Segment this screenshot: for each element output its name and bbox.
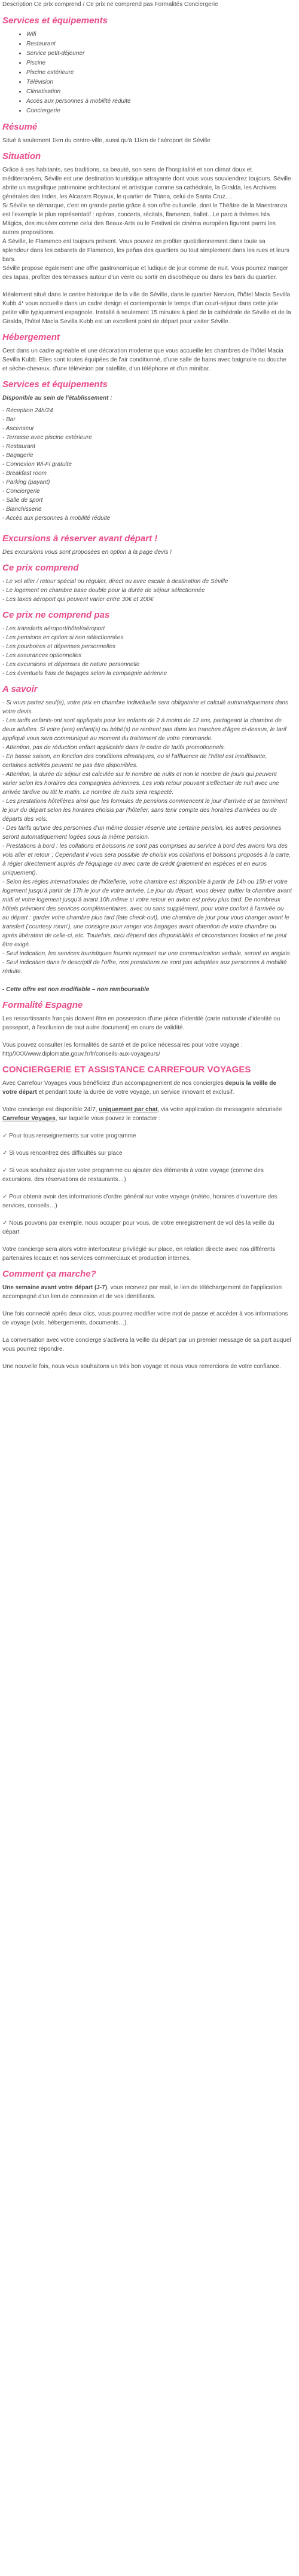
conciergerie-title: CONCIERGERIE ET ASSISTANCE CARREFOUR VOYAGES [2,1065,251,1075]
hebergement-title: Hébergement [2,332,60,342]
list-item: • Conciergerie [26,106,292,116]
list-item: - Blanchisserie [2,506,42,513]
formalite-p1: Les ressortissants français doivent être en possession d'une pièce d'identité (carte nationale d'identité ou passeport, à l'exclusion de tout autre document) en cours de validité. [2,1016,280,1031]
prix-ne-comprend-title: Ce prix ne comprend pas [2,610,110,620]
situation-title: Situation [2,151,41,161]
resume-text: Situé à seulement 1km du centre-ville, aussi qu'à 11km de l'aéroport de Séville [2,137,210,144]
conciergerie-item: ✓ Si vous souhaitez ajuster votre programme ou ajouter des éléments à votre voyage (comme des excursions, des réservations de restaurants…) [2,1167,264,1183]
asavoir-line: - En basse saison, en fonction des conditions climatiques, ou si l'affluence de l'hôtel est insuffisante, certaines activités peuvent ne pas être disponibles. [2,753,267,769]
services2-subtitle: Disponible au sein de l'établissement : [2,395,112,401]
list-item: - Breakfast room [2,470,47,477]
situation-p2: Si Séville se démarque, c'est en grande partie grâce à son offre culturelle, dont le Théâtre de la Maestranza est l'exemple le plus représentatif : opéras, concerts, récitals, flamenco, ballet...Le parc à thèmes Isla Mágica, des musées comme celui des Beaux-Arts ou le Festival de cinéma européen figurent parmi les autres propositions. [2,203,288,236]
list-item: - Accès aux personnes à mobilité réduite [2,515,111,522]
list-item: - Conciergerie [2,488,40,495]
text-span: uniquement par chat [99,1106,158,1113]
text-span: , vous recevrez par mail, le lien de téléchargement de l'application accompagné d'un lien de connexion et de vos identifiants. [2,1284,282,1300]
list-item: - Le vol aller / retour spécial ou régulier, direct ou avec escale à destination de Séville [2,578,228,585]
conciergerie-item: ✓ Pour obtenir avoir des informations d'ordre général sur votre voyage (météo, horaires d'ouverture des services, conseils…) [2,1194,277,1209]
excursions-text: Des excursions vous sont proposées en option à la page devis ! [2,549,172,556]
conciergerie-p1 [2,1079,292,1097]
list-item: - Parking (payant) [2,479,50,486]
list-item: • Accès aux personnes à mobilité réduite [26,97,292,106]
comment-p2: Une fois connecté après deux clics, vous pourrez modifier votre mot de passe et accéder à vos informations de voyage (vols, hébergements, documents…). [2,1311,288,1326]
list-item: • Télévision [26,78,292,87]
text-span: Une semaine avant votre départ (J-7) [2,1284,108,1291]
comment-p3: La conversation avec votre concierge s'activera la veille du départ par un premier message de sa part auquel vous pourrez répondre. [2,1337,291,1353]
list-item: • Wifi [26,30,292,39]
asavoir-line: - Cette offre est non modifiable – non remboursable [2,986,150,993]
text-span: Carrefour Voyages [2,1115,56,1122]
asavoir-title: A savoir [2,684,38,694]
situation-p5: Idéalement situé dans le centre historique de la ville de Séville, dans le quartier Nervion, l'hôtel Macía Sevilla Kubb 4* vous accueille dans un cadre design et contemporain le temps d'un court-séjour dans cette jolie petite ville typiquement espagnole. Installé à seulement 15 minutes à pied de la cathédrale de Séville et de la Giralda, l'hôtel Macía Sevilla Kubb est un excellent point de départ pour visiter Séville. [2,292,291,325]
comment-title: Comment ça marche? [2,1269,96,1279]
excursions-title: Excursions à réserver avant départ ! [2,533,158,544]
list-item: - Ascenseur [2,425,34,432]
hebergement-text: Cest dans un cadre agréable et une décoration moderne que vous accueille les chambres de l'hôtel Macia Sevilla Kubb. Elles sont toutes équipées de l'air conditionné, d'une salle de bains avec baignoire ou douche et sèche-cheveux, d'une télévision par satellite, d'un téléphone et d'un minibar. [2,348,286,372]
resume-title: Résumé [2,122,38,132]
text-span: et pendant toute la durée de votre voyage, un service innovant et exclusif. [36,1089,234,1096]
comment-p1 [2,1283,292,1301]
list-item: • Restaurant [26,39,292,49]
services2-list [2,406,292,523]
list-item: - Terrasse avec piscine extérieure [2,434,92,441]
asavoir-line: - Attention, la durée du séjour est calculée sur le nombre de nuits et non le nombre de jours qui peuvent varier selon les horaires des compagnies aériennes. Les vols retour pouvant s'effectuer de nuit avec une arrivée tardive ou tôt le matin. Le nombre de nuits sera respecté. [2,771,279,796]
services-title: Services et équipements [2,16,108,26]
list-item: - Bagagerie [2,452,33,459]
list-item: - Connexion Wi-Fi gratuite [2,461,72,468]
list-item: - Les pensions en option si non sélectionnées [2,634,124,641]
list-item: - Les transferts aéroport/hôtel/aéroport [2,625,105,632]
conciergerie-p3: Votre concierge sera alors votre interlocuteur privilégié sur place, en relation directe avec nos différents partenaires locaux et nos services commerciaux et production internes. [2,1246,276,1262]
prix-comprend-title: Ce prix comprend [2,563,79,573]
situation-p3: À Séville, le Flamenco est toujours présent. Vous pouvez en profiter quotidiennement dans toute sa splendeur dans les cabarets de Flamenco, les peñas des quartiers ou tout simplement dans les rues et leurs bars. [2,238,289,263]
list-item: • Climatisation [26,87,292,97]
asavoir-line: - Des tarifs qu'une des personnes d'un même dossier réserve une certaine pension, les autres personnes seront automatiquement logées sous la même pension. [2,825,282,841]
asavoir-line: - Prestations à bord : les collations et boissons ne sont pas comprises au service à bord des avions lors des vols aller et retour ; Cependant il vous sera possible de choisir vos collations et boissons proposés à la carte, à régler directement auprès de l'équipage ou avec carte de crédit (paiement en espèces et en euros uniquement). [2,843,291,876]
asavoir-line: - Selon les règles internationales de l'hôtellerie, votre chambre est disponible à partir de 14h ou 15h et votre logement jusqu'à partir de 17h le jour de votre arrivée. Le jour du départ, vous devez quitter la chambre avant midi et votre logement jusqu'à avant 10h même si votre retour en avion est prévu plus tard. De nombreux hôtels prévoient des services complémentaires, avec ou sans supplément, pour votre confort à l'arrivée ou au départ : garder votre chambre plus tard (late check-out), une chambre de jour pour vous changer avant le transfert ('courtesy room'), une consigne pour ranger vos bagages avant obtention de votre chambre ou après libération de celle-ci, etc. Toutefois, ceci dépend des disponibilités et circonstances locales et ne peut être exigé. [2,879,292,948]
conciergerie-item: ✓ Pour tous renseignements sur votre programme [2,1133,136,1139]
asavoir-line: - Attention, pas de réduction enfant applicable dans le cadre de tarifs promotionnels. [2,744,225,751]
list-item: • Piscine [26,59,292,68]
situation-p4: Séville propose également une offre gastronomique et ludique de jour comme de nuit. Vous pourrez manger des tapas, profiter des terrasses autour d'un verre ou sortir en discothèque ou dans les bars du quartier. [2,265,288,281]
list-item: - Les assurances optionnelles [2,652,82,659]
list-item: - Réception 24h/24 [2,407,53,414]
text-span: , sur laquelle vous pouvez le contacter : [55,1115,161,1122]
conciergerie-item: ✓ Nous pouvons par exemple, nous occuper pour vous, de votre enregistrement de vol dès la veille du départ [2,1220,274,1235]
formalite-p2: Vous pouvez consulter les formalités de santé et de police nécessaires pour votre voyage : http/XXX/www.diplomatie.gouv.fr/fr/conseils-aux-voyageurs/ [2,1042,243,1057]
text-span: , via votre application de messagerie sécurisée [157,1106,282,1113]
situation-p1: Grâce à ses habitants, ses traditions, sa beauté, son sens de l'hospitalité et son climat doux et méditerranéen, Séville est une destination touristique attrayante dont vous vous souviendrez toujours. Séville abrite un magnifique patrimoine architectural et artistique comme sa cathédrale, la Giralda, les Archives générales des Indes, les Alcazars Royaux, le quartier de Triana, celui de Santa Cruz.... [2,167,291,200]
conciergerie-p2 [2,1105,292,1123]
list-item: • Piscine extérieure [26,68,292,78]
asavoir-line: - Si vous partez seul(e), votre prix en chambre individuelle sera obligatoire et calculé automatiquement dans votre devis. [2,700,289,715]
services2-title: Services et équipements [2,379,108,390]
list-item: - Les éventuels frais de bagages selon la compagnie aérienne [2,670,167,677]
services-list [2,30,292,116]
list-item: • Service petit-déjeuner [26,49,292,59]
list-item: - Salle de sport [2,497,43,504]
list-item: - Bar [2,416,16,423]
formalite-title: Formalité Espagne [2,1000,83,1010]
list-item: - Les pourboires et dépenses personnelles [2,643,116,650]
asavoir-line: - Les prestations hôtelières ainsi que les formules de pensions commencent le jour d'arrivée et se terminent le jour du départ selon les horaires choisis par l'hôtelier, sans tenir compte des horaires d'arrivées ou de départs des vols. [2,798,288,823]
list-item: - Les excursions et dépenses de nature personnelle [2,661,140,668]
list-item: - Les taxes aéroport qui peuvent varier entre 30€ et 200€ [2,596,154,603]
conciergerie-item: ✓ Si vous rencontrez des difficultés sur place [2,1150,123,1157]
text-span: Avec Carrefour Voyages vous bénéficiez d'un accompagnement de nos conciergies [2,1080,225,1087]
text-span: depuis la veille de votre départ [2,1080,277,1096]
asavoir-line: - Seul indication, les services touristiques fournis reposent sur une communication verbale, seront en anglais [2,950,290,957]
list-item: - Restaurant [2,443,36,450]
tabs-line[interactable]: Description Ce prix comprend / Ce prix ne comprend pas Formalités Conciergerie [2,1,218,8]
asavoir-line: - Seul indication dans le descriptif de l'offre, nos prestations ne sont pas adaptées aux personnes à mobilité réduite. [2,959,287,975]
list-item: - Le logement en chambre base double pour la durée de séjour sélectionnée [2,587,205,594]
text-span: Votre concierge est disponible 24/7, [2,1106,99,1113]
comment-p4: Une nouvelle fois, nous vous souhaitons un très bon voyage et nous vous remercions de votre confiance. [2,1363,281,1370]
asavoir-line: - Les tarifs enfants-ont sont appliqués pour les enfants de 2 à moins de 12 ans, partageant la chambre de deux adultes. Si votre (vos) enfant(s) ou bébé(s) ne rentrent pas dans les tranches d'âges ci-dessus, le tarif appliqué vous sera communiqué au moment du traitement de votre commande. [2,717,286,742]
